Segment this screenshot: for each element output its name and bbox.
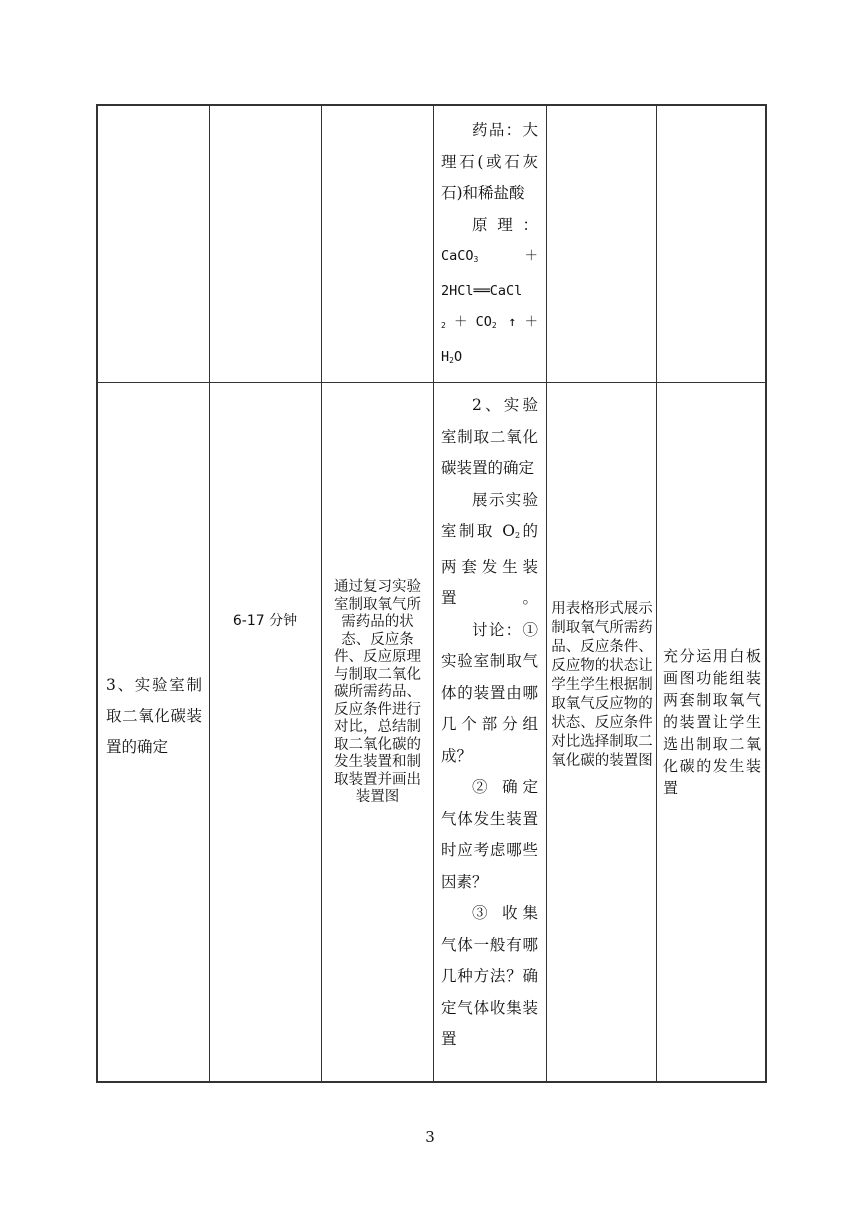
teacher-activity-text: 通过复习实验室制取氧气所需药品的状态、反应条件、反应原理与制取二氧化碳所需药品、反应条件进行对比，总结制取二氧化碳的发生装置和制取装置并画出装置图 [334,579,421,805]
content-heading: 2、实验室制取二氧化碳装置的确定 [441,396,538,477]
content-cell [441,390,538,1056]
time-value: 6-17 分钟 [232,613,298,629]
page-number: 3 [425,1128,435,1146]
column-divider [433,106,434,1081]
section-title: 3、实验室制取二氧化碳装置的确定 [106,676,202,756]
row1-content-cell [441,115,538,376]
column-divider [656,106,657,1081]
student-activity-text: 用表格形式展示制取氧气所需药品、反应条件、反应物的状态让学生学生根据制取氧气反应物的状态、反应条件对比选择制取二氧化碳的装置图 [551,601,653,769]
design-intent-cell [663,645,761,799]
time-cell [210,610,320,630]
design-intent-text: 充分运用白板画图功能组装两套制取氧气的装置让学生选出制取二氧化碳的发生装置 [663,647,761,797]
drug-text: 药品：大理石(或石灰石)和稀盐酸 [441,121,538,202]
discussion-2: ② 确定气体发生装置时应考虑哪些因素？ [441,778,538,891]
teacher-activity-cell [328,579,427,807]
discussion-3: ③ 收集气体一般有哪几种方法？确定气体收集装置 [441,904,538,1048]
column-divider [546,106,547,1081]
discussion-1: 讨论：①实验室制取气体的装置由哪几个部分组成？ [441,620,538,765]
column-divider [321,106,322,1081]
lesson-plan-table [96,104,767,1083]
student-activity-cell [550,600,654,771]
column-divider [209,106,210,1081]
section-title-cell [106,670,202,763]
row-divider [98,382,765,383]
principle-label: 原 理 ： [472,215,538,234]
chemical-equation: CaCO$_3$ ＋ 2HCl══CaCl $_2 + CO_2$ ↑ ＋ $H_2O$ [441,248,538,365]
content-show: 展示实验室制取 $O_2$的两套发生装置。 [441,490,538,607]
